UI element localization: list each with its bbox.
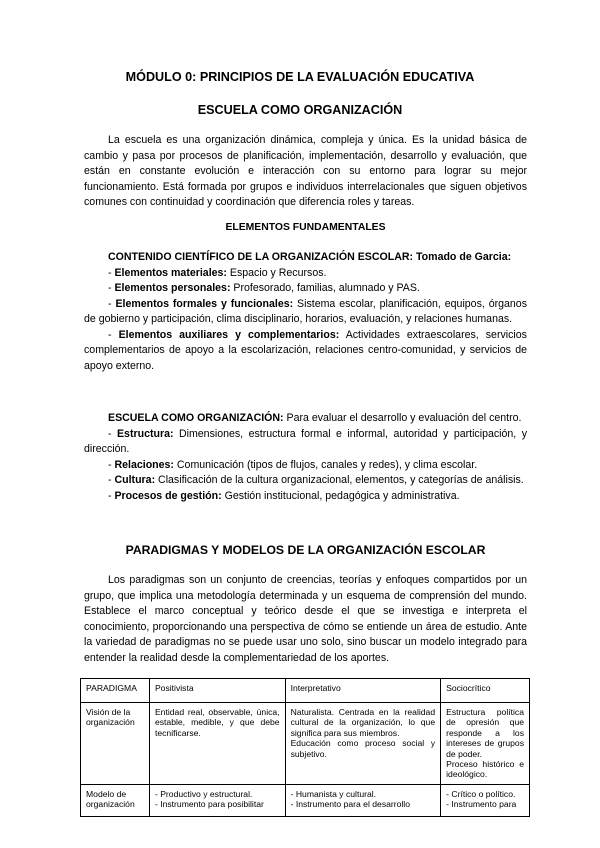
list-item: - Procesos de gestión: Gestión institucional, pedagógica y administrativa. bbox=[108, 489, 460, 502]
elementos-heading: ELEMENTOS FUNDAMENTALES bbox=[225, 222, 386, 233]
table-row-label: Visión de la organización bbox=[81, 703, 150, 785]
table-header-cell: PARADIGMA bbox=[81, 679, 150, 703]
table-cell: - Crítico o político. - Instrumento para bbox=[441, 785, 530, 817]
list-item: - Relaciones: Comunicación (tipos de flujos, canales y redes), y clima escolar. bbox=[108, 458, 478, 471]
table-row bbox=[81, 703, 530, 785]
table-cell: - Productivo y estructural. - Instrumento para posibilitar bbox=[149, 785, 285, 817]
section-title-escuela: ESCUELA COMO ORGANIZACIÓN bbox=[197, 103, 403, 117]
list-item: - Elementos auxiliares y complementarios: Actividades extraescolares, servicios complementarios de apoyo a la escolarización, relaciones centro-comunidad, y servicios de apoyo externo. bbox=[84, 328, 527, 372]
table-cell: Estructura política de opresión que responde a los intereses de grupos de poder. Proceso histórico e ideológico. bbox=[441, 703, 530, 785]
paradigmas-paragraph: Los paradigmas son un conjunto de creencias, teorías y enfoques compartidos por un grupo, que implica una metodología determinada y un esquema de comprensión del mundo. Establece el marco conceptual y teórico desde el que se investiga e interpreta el conocimiento, proporcionando una perspectiva de cómo se entiende un área de estudio. Ante la variedad de paradigmas no se puede usar uno solo, sino buscar un modelo integrado para entender la realidad desde la complementariedad de los aportes. bbox=[84, 574, 527, 664]
list-item: - Elementos materiales: Espacio y Recursos. bbox=[108, 266, 327, 279]
table-cell: Naturalista. Centrada en la realidad cultural de la organización, lo que significa para sus miembros. Educación como proceso social y subjetivo. bbox=[285, 703, 441, 785]
paradigm-table-wrap bbox=[80, 678, 530, 817]
list-item: - Elementos personales: Profesorado, familias, alumnado y PAS. bbox=[108, 282, 420, 294]
list-item: - Cultura: Clasificación de la cultura organizacional, elementos, y categorías de análisis. bbox=[108, 474, 524, 486]
list-item: - Elementos formales y funcionales: Sistema escolar, planificación, equipos, órganos de gobierno y participación, clima disciplinario, horarios, evaluación, y relaciones humanas. bbox=[84, 297, 527, 325]
elementos-block bbox=[84, 250, 527, 374]
list-item: - Estructura: Dimensiones, estructura formal e informal, autoridad y participación, y dirección. bbox=[84, 427, 527, 455]
paradigm-table bbox=[80, 678, 530, 817]
contenido-label: CONTENIDO CIENTÍFICO DE LA ORGANIZACIÓN ESCOLAR: Tomado de Garcia: bbox=[108, 251, 512, 263]
paradigmas-heading: PARADIGMAS Y MODELOS DE LA ORGANIZACIÓN ESCOLAR bbox=[125, 543, 486, 557]
table-header-row bbox=[81, 679, 530, 703]
table-row bbox=[81, 785, 530, 817]
table-header-cell: Sociocrítico bbox=[441, 679, 530, 703]
table-header-cell: Positivista bbox=[149, 679, 285, 703]
intro-paragraph: La escuela es una organización dinámica, compleja y única. Es la unidad básica de cambio y pasa por procesos de planificación, implementación, desarrollo y evaluación, que están en constante evolución e interacción con su entorno para lograr su mejor funcionamiento. Está formada por grupos e individuos interrelacionales que siguen objetivos comunes con continuidad y coordinación que diferencia roles y tareas. bbox=[84, 134, 527, 208]
table-row-label: Modelo de organización bbox=[81, 785, 150, 817]
table-cell: - Humanista y cultural. - Instrumento para el desarrollo bbox=[285, 785, 441, 817]
table-cell: Entidad real, observable, única, estable, medible, y que debe tecnificarse. bbox=[149, 703, 285, 785]
escuela-intro: ESCUELA COMO ORGANIZACIÓN: Para evaluar el desarrollo y evaluación del centro. bbox=[108, 412, 522, 424]
escuela-block bbox=[84, 411, 527, 504]
table-header-cell: Interpretativo bbox=[285, 679, 441, 703]
page-title: MÓDULO 0: PRINCIPIOS DE LA EVALUACIÓN EDUCATIVA bbox=[125, 70, 475, 84]
